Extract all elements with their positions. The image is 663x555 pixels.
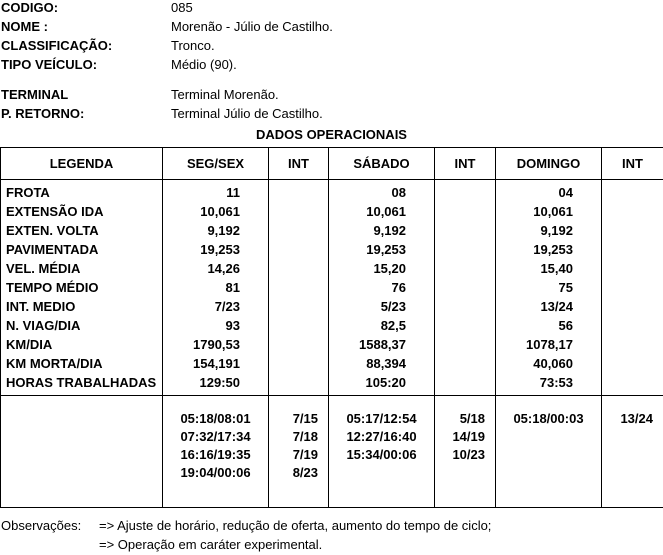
legend-label: N. VIAG/DIA [6, 318, 81, 333]
codigo-value: 085 [171, 0, 193, 15]
observation-line: => Ajuste de horário, redução de oferta, aumento do tempo de ciclo; [99, 518, 492, 533]
domingo-value: 19,253 [533, 242, 573, 257]
column-header-sabado: SÁBADO [329, 148, 435, 180]
domingo-value: 73:53 [539, 375, 573, 390]
column-header-domingo: DOMINGO [496, 148, 602, 180]
schedule-interval: 13/24 [620, 411, 653, 426]
schedule-interval: 7/15 [292, 411, 318, 426]
int-sabado-column [435, 180, 496, 396]
column-header-int-sabado: INT [435, 148, 496, 180]
sabado-value: 15,20 [373, 261, 406, 276]
seg-sex-value: 81 [225, 280, 240, 295]
schedule-time: 15:34/00:06 [346, 447, 417, 462]
legend-label: INT. MEDIO [6, 299, 76, 314]
observation-line: => Operação em caráter experimental. [99, 537, 323, 552]
column-header-int-domingo: INT [602, 148, 663, 180]
int-seg-sex-column [269, 180, 329, 396]
schedule-time: 12:27/16:40 [346, 429, 417, 444]
domingo-value: 56 [558, 318, 573, 333]
legend-label: HORAS TRABALHADAS [6, 375, 157, 390]
sabado-value: 82,5 [380, 318, 406, 333]
seg-sex-value: 1790,53 [193, 337, 240, 352]
schedule-time: 07:32/17:34 [180, 429, 251, 444]
seg-sex-value: 154,191 [193, 356, 240, 371]
schedule-int-seg-sex [269, 396, 329, 508]
schedule-row [1, 396, 663, 508]
observations-label: Observações: [1, 518, 82, 533]
domingo-value: 40,060 [533, 356, 573, 371]
column-header-legenda: LEGENDA [1, 148, 163, 180]
tipo-veiculo-label: TIPO VEÍCULO: [1, 57, 98, 72]
schedule-legend-cell [1, 396, 163, 508]
sabado-column [329, 180, 435, 396]
domingo-value: 13/24 [540, 299, 573, 314]
nome-value: Morenão - Júlio de Castilho. [171, 19, 333, 34]
data-row [1, 180, 663, 396]
domingo-value: 75 [558, 280, 573, 295]
domingo-column [496, 180, 602, 396]
schedule-time: 16:16/19:35 [180, 447, 251, 462]
column-header-seg-sex: SEG/SEX [163, 148, 269, 180]
schedule-sabado [329, 396, 435, 508]
schedule-interval: 7/19 [292, 447, 318, 462]
operational-data-table [0, 147, 663, 508]
table-title: DADOS OPERACIONAIS [256, 127, 407, 142]
seg-sex-value: 9,192 [207, 223, 240, 238]
legend-label: EXTENSÃO IDA [6, 204, 104, 219]
domingo-value: 10,061 [533, 204, 573, 219]
seg-sex-value: 129:50 [199, 375, 240, 390]
column-header-int-seg-sex: INT [269, 148, 329, 180]
schedule-time: 05:17/12:54 [346, 411, 417, 426]
legend-column [1, 180, 163, 396]
schedule-int-domingo [602, 396, 663, 508]
sabado-value: 08 [391, 185, 406, 200]
nome-label: NOME : [1, 19, 48, 34]
legend-label: TEMPO MÉDIO [6, 280, 99, 295]
schedule-time: 19:04/00:06 [180, 465, 251, 480]
sabado-value: 19,253 [366, 242, 406, 257]
classificacao-value: Tronco. [171, 38, 215, 53]
classificacao-label: CLASSIFICAÇÃO: [1, 38, 113, 53]
tipo-veiculo-value: Médio (90). [171, 57, 237, 72]
seg-sex-value: 93 [225, 318, 240, 333]
p-retorno-label: P. RETORNO: [1, 106, 85, 121]
seg-sex-value: 10,061 [200, 204, 240, 219]
seg-sex-column [163, 180, 269, 396]
schedule-interval: 10/23 [452, 447, 485, 462]
terminal-value: Terminal Morenão. [171, 87, 279, 102]
sabado-value: 1588,37 [359, 337, 406, 352]
seg-sex-value: 7/23 [214, 299, 240, 314]
schedule-interval: 7/18 [292, 429, 318, 444]
schedule-time: 05:18/08:01 [180, 411, 251, 426]
terminal-label: TERMINAL [1, 87, 69, 102]
schedule-interval: 5/18 [459, 411, 485, 426]
schedule-domingo [496, 396, 602, 508]
seg-sex-value: 19,253 [200, 242, 240, 257]
schedule-interval: 14/19 [452, 429, 485, 444]
seg-sex-value: 11 [226, 185, 240, 200]
legend-label: KM/DIA [6, 337, 53, 352]
domingo-value: 9,192 [540, 223, 573, 238]
p-retorno-value: Terminal Júlio de Castilho. [171, 106, 323, 121]
domingo-value: 1078,17 [526, 337, 573, 352]
schedule-interval: 8/23 [292, 465, 318, 480]
domingo-value: 04 [558, 185, 573, 200]
codigo-label: CODIGO: [1, 0, 59, 15]
schedule-int-sabado [435, 396, 496, 508]
sabado-value: 105:20 [365, 375, 406, 390]
legend-label: FROTA [6, 185, 50, 200]
legend-label: KM MORTA/DIA [6, 356, 103, 371]
schedule-seg-sex [163, 396, 269, 508]
domingo-value: 15,40 [540, 261, 573, 276]
sabado-value: 76 [391, 280, 406, 295]
sabado-value: 88,394 [366, 356, 406, 371]
sabado-value: 9,192 [373, 223, 406, 238]
legend-label: PAVIMENTADA [6, 242, 99, 257]
int-domingo-column [602, 180, 663, 396]
legend-label: EXTEN. VOLTA [6, 223, 99, 238]
seg-sex-value: 14,26 [207, 261, 240, 276]
schedule-time: 05:18/00:03 [513, 411, 584, 426]
sabado-value: 5/23 [380, 299, 406, 314]
table-header-row [1, 148, 663, 180]
sabado-value: 10,061 [366, 204, 406, 219]
legend-label: VEL. MÉDIA [6, 261, 81, 276]
